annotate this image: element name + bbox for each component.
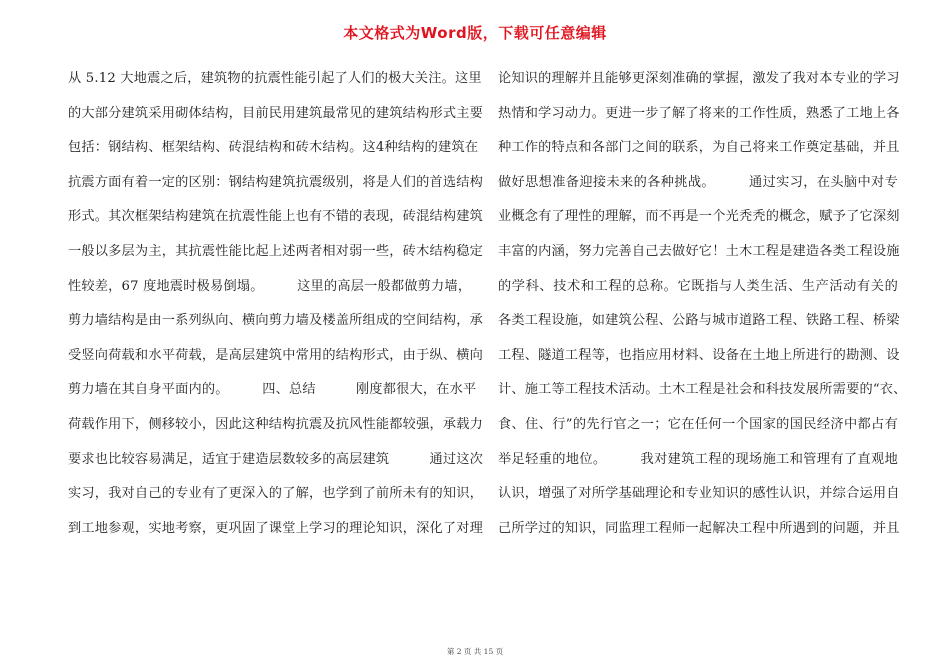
text-line: 食、住、行”的先行官之一；它在任何一个国家的国民经济中都占有: [498, 416, 898, 432]
text-line: 剪力墙结构是由一系列纵向、横向剪力墙及楼盖所组成的空间结构，承: [68, 313, 484, 329]
text-line: 种工作的特点和各部门之间的联系，为自己将来工作奠定基础，并且: [498, 140, 900, 156]
text-line: 各类工程设施，如建筑公程、公路与城市道路工程、铁路工程、桥梁: [498, 313, 900, 329]
text-line: 抗震方面有着一定的区别：钢结构建筑抗震级别，将是人们的首选结构: [68, 174, 484, 190]
text-line: 业概念有了理性的理解，而不再是一个光秃秃的概念，赋予了它深刻: [498, 209, 900, 225]
right-text-column: [498, 62, 907, 546]
text-line: 举足轻重的地位。 我对建筑工程的现场施工和管理有了直观地: [498, 451, 898, 467]
document-header-banner: 本文格式为Word版，下载可任意编辑: [343, 24, 607, 42]
text-line: 实习，我对自己的专业有了更深入的了解，也学到了前所未有的知识，: [68, 486, 484, 502]
text-line: 己所学过的知识，同监理工程师一起解决工程中所遇到的问题，并且: [498, 520, 900, 536]
text-line: 的学科、技术和工程的总称。它既指与人类生活、生产活动有关的: [498, 278, 898, 294]
text-line: 做好思想准备迎接未来的各种挑战。 通过实习，在头脑中对专: [498, 174, 898, 190]
text-line: 的大部分建筑采用砌体结构，目前民用建筑最常见的建筑结构形式主要: [68, 105, 484, 121]
text-line: 热情和学习动力。更进一步了解了将来的工作性质，熟悉了工地上各: [498, 105, 900, 121]
text-line: 工程、隧道工程等，也指应用材料、设备在土地上所进行的勘测、设: [498, 347, 900, 363]
text-line: 要求也比较容易满足，适宜于建造层数较多的高层建筑 通过这次: [68, 451, 484, 467]
text-line: 包括：钢结构、框架结构、砖混结构和砖木结构。这4种结构的建筑在: [68, 140, 479, 156]
text-line: 论知识的理解并且能够更深刻准确的掌握，激发了我对本专业的学习: [498, 71, 900, 86]
page-number-footer: 第 2 页 共 15 页: [446, 647, 504, 656]
text-line: 一般以多层为主，其抗震性能比起上述两者相对弱一些，砖木结构稳定: [68, 243, 484, 259]
text-line: 计、施工等工程技术活动。土木工程是社会和科技发展所需要的“衣、: [498, 382, 907, 398]
text-line: 剪力墙在其自身平面内的。 四、总结 刚度都很大，在水平: [68, 382, 477, 398]
text-line: 性较差，67 度地震时极易倒塌。 这里的高层一般都做剪力墙，: [68, 278, 472, 294]
text-line: 荷载作用下，侧移较小，因此这种结构抗震及抗风性能都较强，承载力: [68, 416, 484, 432]
left-text-column: [68, 62, 484, 546]
text-line: 受竖向荷载和水平荷载，是高层建筑中常用的结构形式，由于纵、横向: [68, 347, 484, 363]
text-line: 到工地参观，实地考察，更巩固了课堂上学习的理论知识，深化了对理: [68, 520, 484, 536]
text-line: 从 5.12 大地震之后，建筑物的抗震性能引起了人们的极大关注。这里: [68, 71, 482, 86]
text-line: 形式。其次框架结构建筑在抗震性能上也有不错的表现，砖混结构建筑: [68, 209, 484, 225]
text-line: 认识，增强了对所学基础理论和专业知识的感性认识，并综合运用自: [498, 486, 900, 502]
text-line: 丰富的内涵，努力完善自己去做好它！土木工程是建造各类工程设施: [498, 243, 900, 259]
